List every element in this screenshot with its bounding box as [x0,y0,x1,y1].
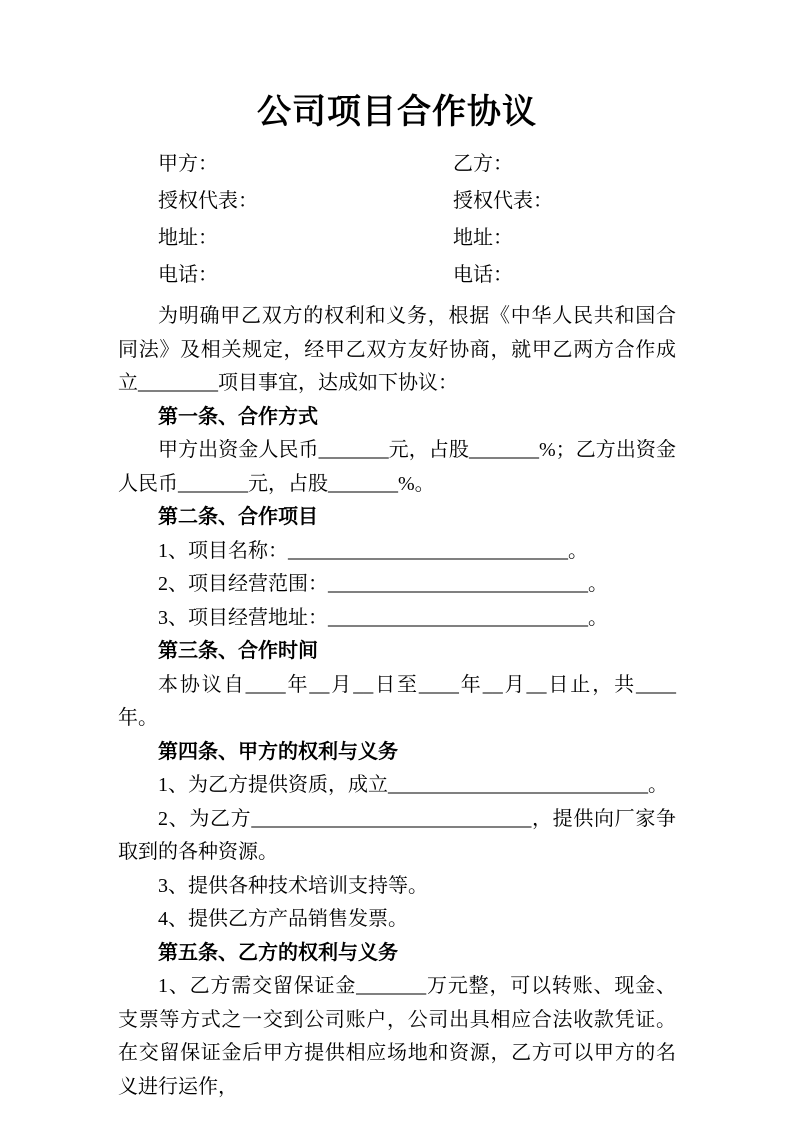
section-4-heading: 第四条、甲方的权利与义务 [158,740,398,763]
party-a-label: 甲方： [158,153,218,175]
party-a-phone-label: 电话： [158,264,218,286]
intro-paragraph: 为明确甲乙双方的权利和义务，根据《中华人民共和国合同法》及相关规定，经甲乙双方友好协商，就甲乙两方合作成立________项目事宜，达成如下协议： [118,305,676,394]
section-4-item-4: 4、提供乙方产品销售发票。 [158,908,408,930]
section-3-text: 本协议自____年__月__日至____年__月__日止，共____年。 [118,673,676,729]
section-4-item-3: 3、提供各种技术培训支持等。 [158,874,428,897]
party-row [158,183,676,220]
party-a-representative-label: 授权代表： [158,190,258,212]
section-4-item-2: 2、为乙方____________________________，提供向厂家争取到的各种资源。 [118,807,676,863]
section-2-item-project-scope: 2、项目经营范围：__________________________。 [158,573,608,595]
party-b-address-label: 地址： [453,227,513,249]
document-title: 公司项目合作协议 [257,93,537,131]
section-2-item-project-name: 1、项目名称：____________________________。 [158,539,588,562]
section-5-heading: 第五条、乙方的权利与义务 [158,941,398,964]
party-row [158,146,676,183]
party-row [158,257,676,294]
party-b-representative-label: 授权代表： [453,190,553,212]
section-5-item-1: 1、乙方需交留保证金_______万元整，可以转账、现金、支票等方式之一交到公司账户，公司出具相应合法收款凭证。在交留保证金后甲方提供相应场地和资源，乙方可以甲方的名义进行运作， [118,975,676,1098]
section-2-heading: 第二条、合作项目 [158,506,318,528]
section-2-item-project-address: 3、项目经营地址：__________________________。 [158,606,608,629]
party-b-phone-label: 电话： [453,264,513,286]
contract-body [118,300,676,1104]
parties-block [158,146,676,294]
section-4-item-1: 1、为乙方提供资质，成立__________________________。 [158,774,668,796]
party-row [158,220,676,257]
section-3-heading: 第三条、合作时间 [158,640,318,662]
section-1-heading: 第一条、合作方式 [158,405,318,428]
section-1-text: 甲方出资金人民币_______元，占股_______%；乙方出资金人民币_______元，占股_______%。 [118,439,676,495]
party-b-label: 乙方： [453,153,513,175]
party-a-address-label: 地址： [158,227,218,249]
